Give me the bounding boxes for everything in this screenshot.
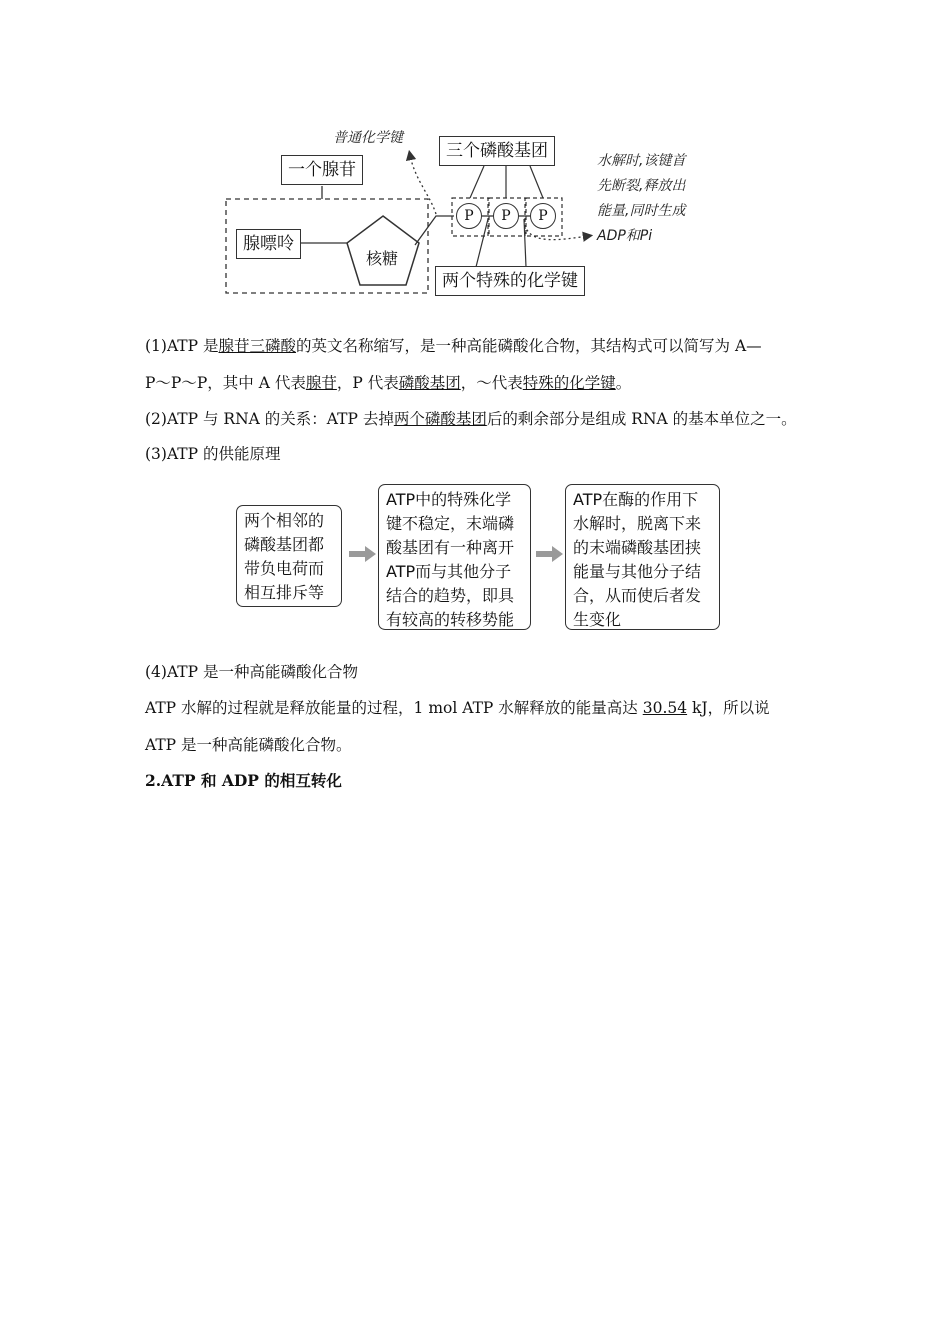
p3-text: (3)ATP 的供能原理 xyxy=(145,445,281,463)
flow-box-1-text: 两个相邻的 磷酸基团都 带负电荷而 相互排斥等 xyxy=(244,511,325,602)
label-ribose: 核糖 xyxy=(366,249,399,268)
flow-box-3 xyxy=(565,484,720,630)
paragraph-4-heading xyxy=(145,662,810,682)
note-hydrolysis-line-3: 能量,同时生成 xyxy=(597,203,686,219)
p1-l2-text-c: ，～代表 xyxy=(460,374,523,392)
p4-text: ATP 水解的过程就是释放能量的过程，1 mol ATP 水解释放的能量高达 xyxy=(145,699,643,717)
paragraph-3-heading xyxy=(145,444,810,464)
flow-arrow-2 xyxy=(536,546,563,562)
p1-l2-text-d: 。 xyxy=(615,374,632,392)
section-2-text: 2.ATP 和 ADP 的相互转化 xyxy=(145,771,342,790)
section-2-heading xyxy=(145,771,810,791)
p4-text-tail: kJ，所以说 xyxy=(687,699,770,717)
p4-title-text: (4)ATP 是一种高能磷酸化合物 xyxy=(145,663,358,681)
p2-text-tail: 后的剩余部分是组成 RNA 的基本单位之一。 xyxy=(486,410,797,428)
flow-box-3-text: ATP在酶的作用下 水解时，脱离下来 的末端磷酸基团挟 能量与其他分子结 合，从而使后者发 生变化 xyxy=(573,490,702,629)
answer-a-meaning: 腺苷 xyxy=(305,374,337,392)
p1-l2-text-a: P～P～P，其中 A 代表 xyxy=(145,374,306,392)
paragraph-2 xyxy=(145,409,810,429)
note-hydrolysis-line-1: 水解时,该键首 xyxy=(597,153,686,169)
note-ordinary-bond: 普通化学键 xyxy=(333,130,403,146)
p2-text: (2)ATP 与 RNA 的关系：ATP 去掉 xyxy=(145,410,394,428)
label-adenine: 腺嘌呤 xyxy=(236,229,301,259)
label-adenosine: 一个腺苷 xyxy=(281,155,363,185)
answer-atp-name: 腺苷三磷酸 xyxy=(218,337,297,355)
label-three-phosphates: 三个磷酸基团 xyxy=(439,136,555,166)
flow-arrow-1 xyxy=(349,546,376,562)
answer-energy-value: 30.54 xyxy=(642,699,688,717)
flow-box-2 xyxy=(378,484,531,630)
p4-l2-text: ATP 是一种高能磷酸化合物。 xyxy=(145,736,352,754)
p1-text: (1)ATP 是 xyxy=(145,337,219,355)
paragraph-4-line-1 xyxy=(145,698,810,718)
atp-structure-diagram xyxy=(0,0,950,310)
flow-box-2-text: ATP中的特殊化学 键不稳定，末端磷 酸基团有一种离开 ATP而与其他分子 结合的趋势，即具 有较高的转移势能 xyxy=(386,490,515,629)
answer-p-meaning: 磷酸基团 xyxy=(398,374,461,392)
note-hydrolysis-line-2: 先断裂,释放出 xyxy=(597,178,686,194)
label-two-special-bonds: 两个特殊的化学键 xyxy=(435,266,585,296)
p1-text-tail: 的英文名称缩写，是一种高能磷酸化合物，其结构式可以简写为 A— xyxy=(296,337,762,355)
phosphate-2-circle: P xyxy=(493,203,519,229)
phosphate-3-circle: P xyxy=(530,203,556,229)
paragraph-4-line-2 xyxy=(145,735,810,755)
p1-l2-text-b: ，P 代表 xyxy=(336,374,399,392)
paragraph-1-line-1 xyxy=(145,336,810,356)
note-hydrolysis-line-4: ADP和Pi xyxy=(597,228,653,244)
paragraph-1-line-2 xyxy=(145,373,810,393)
answer-removed-groups: 两个磷酸基团 xyxy=(393,410,487,428)
phosphate-1-circle: P xyxy=(456,203,482,229)
answer-tilde-meaning: 特殊的化学键 xyxy=(522,374,616,392)
